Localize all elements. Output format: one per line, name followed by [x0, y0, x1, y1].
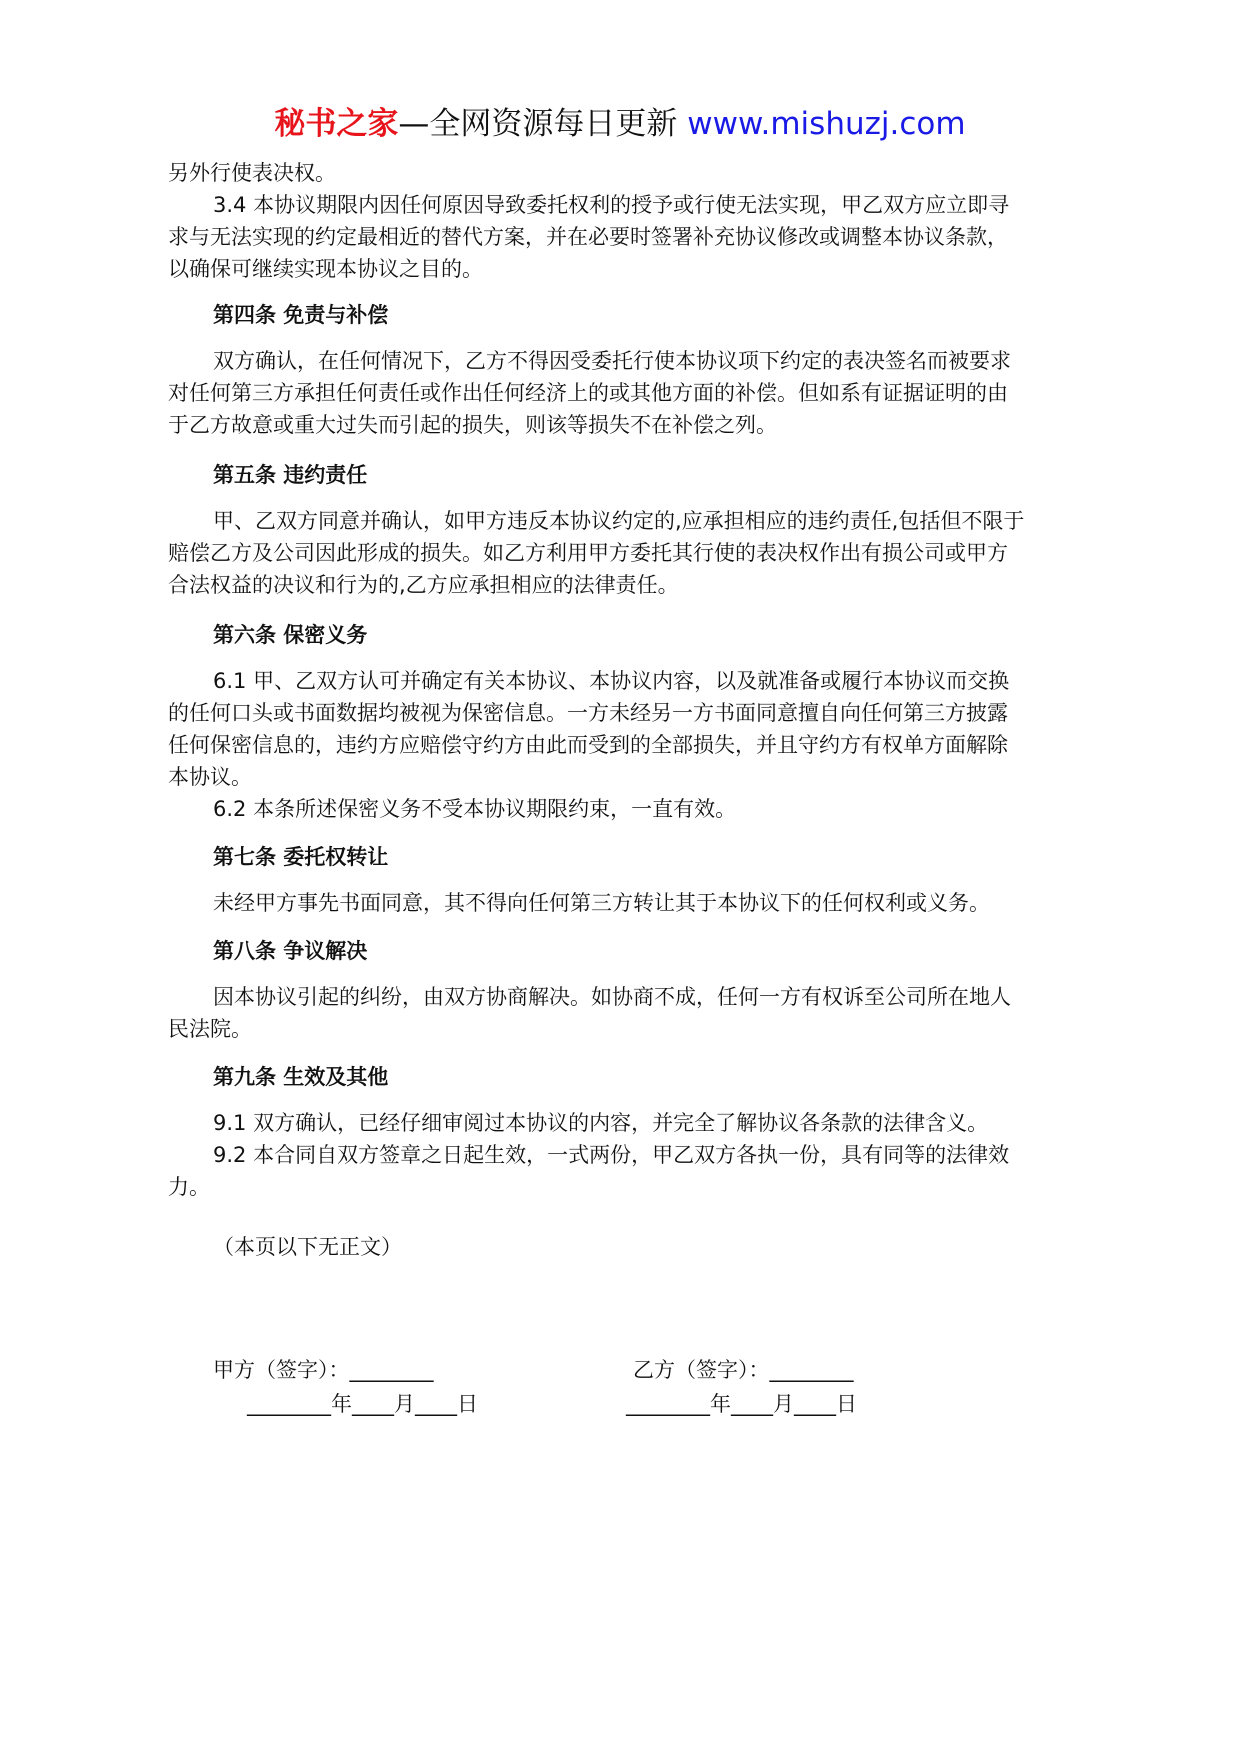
- header-tagline: —全网资源每日更新: [398, 106, 678, 142]
- body-line: 的任何口头或书面数据均被视为保密信息。一方未经另一方书面同意擅自向任何第三方披露: [168, 701, 1008, 725]
- header-url[interactable]: www.mishuzj.com: [687, 106, 966, 142]
- body-line: 因本协议引起的纠纷，由双方协商解决。如协商不成，任何一方有权诉至公司所在地人: [213, 985, 1011, 1009]
- no-more-text-note: （本页以下无正文）: [213, 1235, 402, 1259]
- body-line: 民法院。: [168, 1017, 252, 1041]
- article-7-heading: 第七条 委托权转让: [213, 845, 389, 869]
- clause-9-2: 9.2 本合同自双方签章之日起生效，一式两份，甲乙双方各执一份，具有同等的法律效: [213, 1143, 1010, 1167]
- body-line: 以确保可继续实现本协议之目的。: [168, 257, 483, 281]
- body-line: 力。: [168, 1175, 210, 1199]
- page-header: [0, 104, 1240, 144]
- party-b-signature: 乙方（签字）：________: [633, 1358, 854, 1382]
- article-9-heading: 第九条 生效及其他: [213, 1065, 389, 1089]
- body-line: 双方确认，在任何情况下，乙方不得因受委托行使本协议项下约定的表决签名而被要求: [213, 349, 1011, 373]
- article-4-heading: 第四条 免责与补偿: [213, 303, 389, 327]
- article-8-heading: 第八条 争议解决: [213, 939, 368, 963]
- body-line: 求与无法实现的约定最相近的替代方案，并在必要时签署补充协议修改或调整本协议条款，: [168, 225, 1008, 249]
- body-line: 对任何第三方承担任何责任或作出任何经济上的或其他方面的补偿。但如系有证据证明的由: [168, 381, 1008, 405]
- body-line: 甲、乙双方同意并确认，如甲方违反本协议约定的,应承担相应的违约责任,包括但不限于: [213, 509, 1025, 533]
- clause-6-2: 6.2 本条所述保密义务不受本协议期限约束，一直有效。: [213, 797, 737, 821]
- body-line: 任何保密信息的，违约方应赔偿守约方由此而受到的全部损失，并且守约方有权单方面解除: [168, 733, 1008, 757]
- body-line: 赔偿乙方及公司因此形成的损失。如乙方利用甲方委托其行使的表决权作出有损公司或甲方: [168, 541, 1008, 565]
- article-5-heading: 第五条 违约责任: [213, 463, 368, 487]
- clause-6-1: 6.1 甲、乙双方认可并确定有关本协议、本协议内容，以及就准备或履行本协议而交换: [213, 669, 1010, 693]
- body-line: 未经甲方事先书面同意，其不得向任何第三方转让其于本协议下的任何权利或义务。: [213, 891, 990, 915]
- party-a-signature: 甲方（签字）：________: [213, 1358, 434, 1382]
- body-line: 本协议。: [168, 765, 252, 789]
- clause-9-1: 9.1 双方确认，已经仔细审阅过本协议的内容，并完全了解协议各条款的法律含义。: [213, 1111, 989, 1135]
- party-a-date: ________年____月____日: [247, 1392, 478, 1416]
- clause-3-4: 3.4 本协议期限内因任何原因导致委托权利的授予或行使无法实现，甲乙双方应立即寻: [213, 193, 1010, 217]
- party-b-date: ________年____月____日: [626, 1392, 857, 1416]
- body-line: 另外行使表决权。: [168, 161, 336, 185]
- body-line: 合法权益的决议和行为的,乙方应承担相应的法律责任。: [168, 573, 679, 597]
- header-brand: 秘书之家: [274, 106, 399, 142]
- article-6-heading: 第六条 保密义务: [213, 623, 368, 647]
- body-line: 于乙方故意或重大过失而引起的损失，则该等损失不在补偿之列。: [168, 413, 777, 437]
